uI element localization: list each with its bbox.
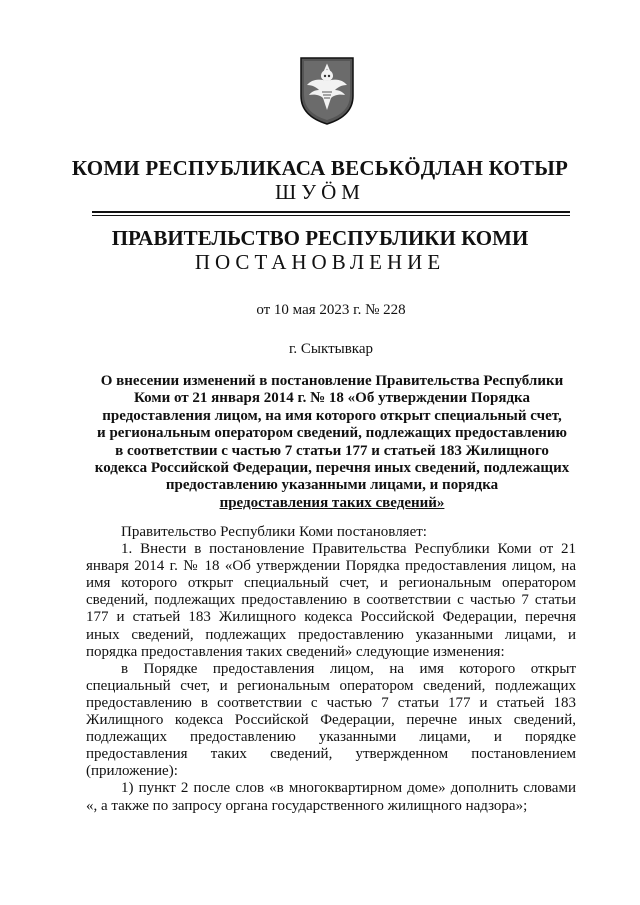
title-line: и региональным оператором сведений, подлежащих предоставлению [97,425,567,442]
document-date-number: от 10 мая 2023 г. № 228 [256,302,406,318]
title-line: Коми от 21 января 2014 г. № 18 «Об утверждении Порядка [134,390,530,407]
document-city: г. Сыктывкар [288,341,374,357]
komi-coat-of-arms-icon [298,56,356,126]
body-intro: Правительство Республики Коми постановляет: [121,524,427,540]
document-body [86,524,576,815]
title-line: предоставления лицом, на имя которого открыт специальный счет, [102,407,562,424]
title-line: в соответствии с частью 7 статьи 177 и статьей 183 Жилищного [115,442,549,459]
title-line: кодекса Российской Федерации, перечня иных сведений, подлежащих [94,460,570,477]
government-heading: ПРАВИТЕЛЬСТВО РЕСПУБЛИКИ КОМИ [111,226,529,250]
title-line: О внесении изменений в постановление Правительства Республики [100,373,564,389]
body-item-1-sub: в Порядке предоставления лицом, на имя которого открыт специальный счет, и региональным оператором сведений, подлежащих предоставлению в соответствии с частью 7 статьи 177 и статьей 183 Жилищного кодекса Российской Федерации, перечне иных сведений, подлежащих предоставлению указанными лицами, и порядке предоставления таких сведений, утвержденном постановлением (приложение): [86,660,576,780]
document-title [90,373,574,512]
komi-doc-type-heading: ШУӦМ [275,180,365,204]
header-divider-thick [92,211,570,213]
doc-type-heading: ПОСТАНОВЛЕНИЕ [194,250,446,274]
title-line: предоставлению указанными лицами, и порядка [165,477,499,494]
header-divider-thin [92,215,570,216]
body-item-1: 1. Внести в постановление Правительства Республики Коми от 21 января 2014 г. № 18 «Об утверждении Порядка предоставления лицом, на имя которого открыт специальный счет, и региональным оператором сведений, подлежащих предоставлению в соответствии с частью 7 статьи 177 и статьей 183 Жилищного кодекса Российской Федерации, перечня иных сведений, подлежащих предоставлению указанными лицами, и порядка предоставления таких сведений» следующие изменения: [86,541,576,660]
komi-government-heading: КОМИ РЕСПУБЛИКАСА ВЕСЬКӦДЛАН КОТЫР [71,156,569,180]
title-line: предоставления таких сведений» [219,494,445,511]
body-item-1-point-1: 1) пункт 2 после слов «в многоквартирном доме» дополнить словами «, а также по запросу органа государственного жилищного надзора»; [86,780,576,814]
